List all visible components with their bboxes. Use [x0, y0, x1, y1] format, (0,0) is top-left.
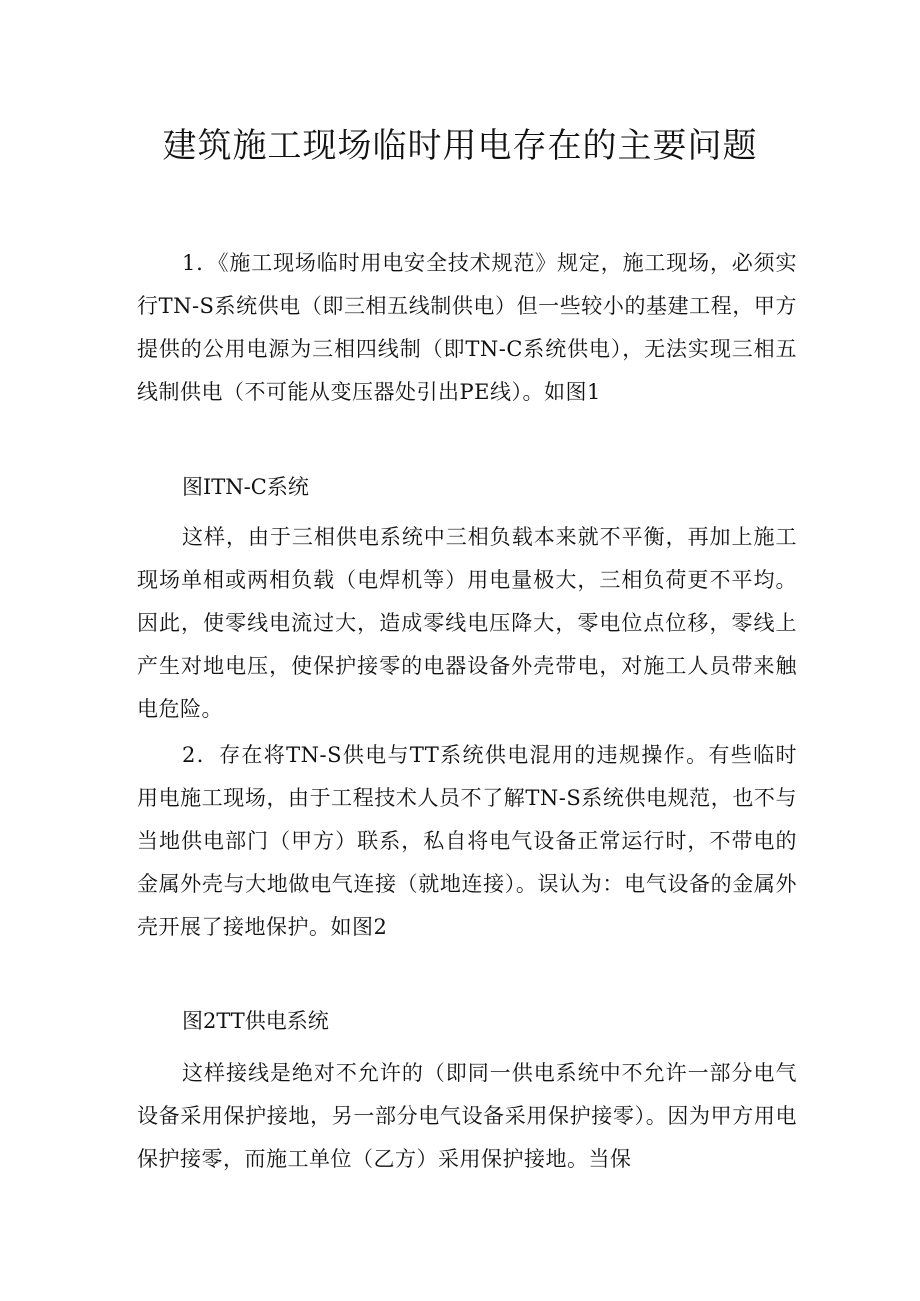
paragraph-4: 这样接线是绝对不允许的（即同一供电系统中不允许一部分电气设备采用保护接地，另一部分电气设备采用保护接零）。因为甲方用电保护接零，而施工单位（乙方）采用保护接地。当保: [137, 1061, 797, 1171]
paragraph-1: 1．《施工现场临时用电安全技术规范》规定，施工现场，必须实行TN-S系统供电（即三相五线制供电）但一些较小的基建工程，甲方提供的公用电源为三相四线制（即TN-C系统供电），无法实现三相五线制供电（不可能从变压器处引出PE线）。如图1: [137, 251, 797, 404]
document-title: 建筑施工现场临时用电存在的主要问题: [162, 126, 758, 166]
paragraph-3: 2．存在将TN-S供电与TT系统供电混用的违规操作。有些临时用电施工现场，由于工程技术人员不了解TN-S系统供电规范，也不与当地供电部门（甲方）联系，私自将电气设备正常运行时，不带电的金属外壳与大地做电气连接（就地连接）。误认为：电气设备的金属外壳开展了接地保护。如图2: [137, 743, 797, 939]
paragraph-2: 这样，由于三相供电系统中三相负载本来就不平衡，再加上施工现场单相或两相负载（电焊机等）用电量极大，三相负荷更不平均。因此，使零线电流过大，造成零线电压降大，零电位点位移，零线上产生对地电压，使保护接零的电器设备外壳带电，对施工人员带来触电危险。: [137, 525, 797, 721]
figure-caption-1: 图ITN-C系统: [182, 475, 309, 499]
figure-caption-2: 图2TT供电系统: [182, 1009, 329, 1033]
